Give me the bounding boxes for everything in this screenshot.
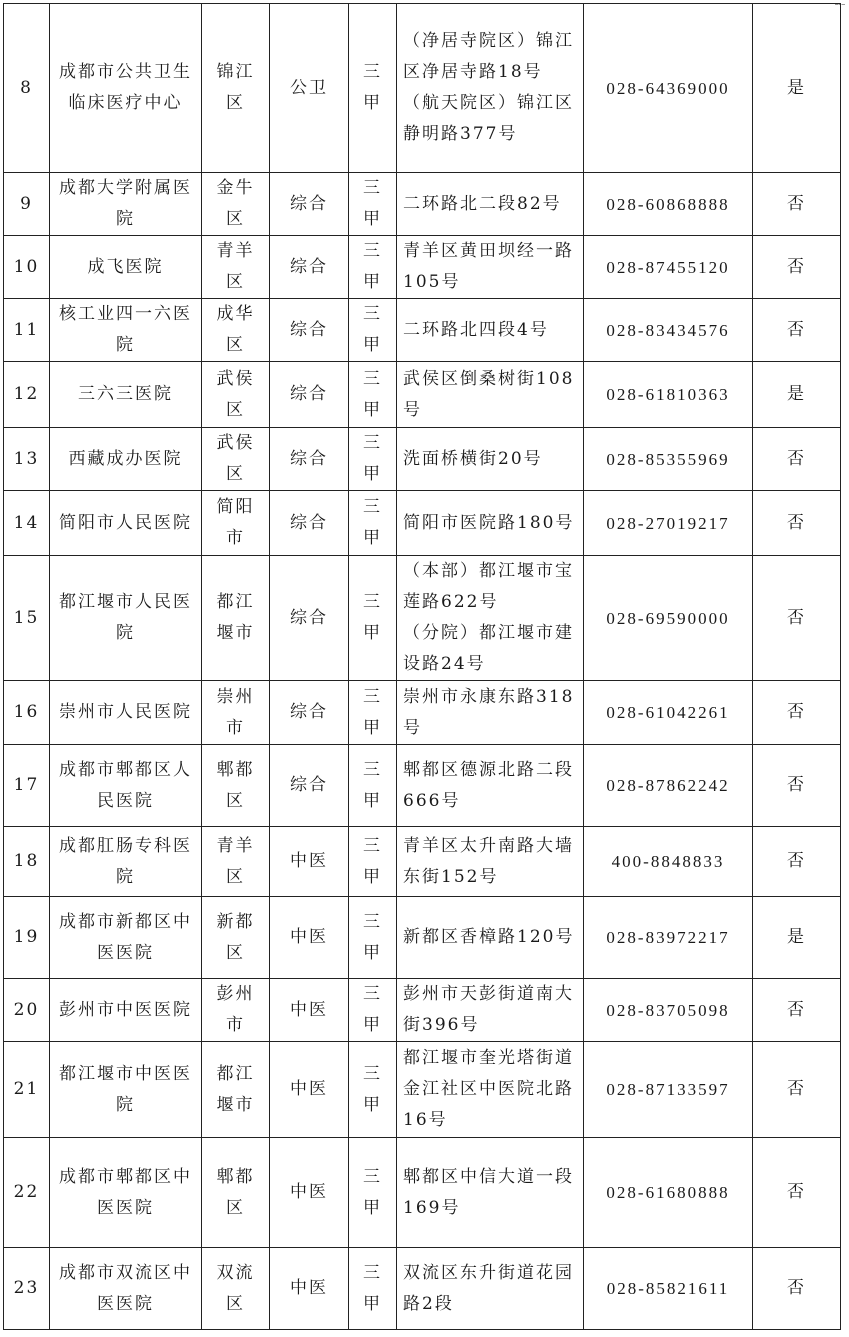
row-number-text: 10 <box>13 256 40 277</box>
phone-number <box>584 1248 753 1330</box>
row-number <box>4 428 50 491</box>
address-text: 双流区东升街道花园路2段 <box>403 1262 574 1314</box>
hospital-name <box>50 428 202 491</box>
hospital-level <box>349 979 397 1042</box>
address-text: 青羊区太升南路大墙东街152号 <box>403 835 574 887</box>
phone-number <box>584 491 753 556</box>
hospital-level-text: 三甲 <box>363 241 382 292</box>
hospital-type-text: 综合 <box>290 775 328 795</box>
hospital-type <box>270 428 349 491</box>
hospital-type <box>270 236 349 299</box>
phone-number <box>584 299 753 362</box>
phone-number <box>584 1042 753 1138</box>
row-number <box>4 1138 50 1248</box>
hospital-type <box>270 173 349 236</box>
hospital-type <box>270 745 349 827</box>
row-number-text: 19 <box>13 927 40 947</box>
hospital-name-text: 简阳市人民医院 <box>59 512 192 533</box>
phone-number <box>584 1138 753 1248</box>
district-text: 锦江区 <box>216 62 255 113</box>
district <box>202 979 270 1042</box>
hospital-level <box>349 556 397 681</box>
district-text: 金牛区 <box>216 178 255 229</box>
address <box>397 173 584 236</box>
hospital-type <box>270 1248 349 1330</box>
hospital-type <box>270 1138 349 1248</box>
address <box>397 745 584 827</box>
hospital-name-text: 成都市公共卫生临床医疗中心 <box>59 62 192 113</box>
district-text: 青羊区 <box>216 835 255 887</box>
district <box>202 173 270 236</box>
district-text: 郫都区 <box>216 1166 255 1218</box>
district-text: 崇州市 <box>216 686 255 738</box>
hospital-type <box>270 897 349 979</box>
designated-flag <box>753 428 841 491</box>
table-row <box>4 897 841 979</box>
designated-flag <box>753 1138 841 1248</box>
phone-number-text: 028-87133597 <box>606 1080 730 1099</box>
row-number-text: 22 <box>13 1182 40 1202</box>
phone-number <box>584 745 753 827</box>
district <box>202 556 270 681</box>
row-number <box>4 556 50 681</box>
hospital-level-text: 三甲 <box>363 911 382 963</box>
row-number-text: 12 <box>13 384 40 404</box>
phone-number-text: 028-61810363 <box>606 385 730 404</box>
designated-flag <box>753 4 841 173</box>
hospital-name <box>50 236 202 299</box>
hospital-name-text: 崇州市人民医院 <box>59 702 192 722</box>
row-number-text: 18 <box>13 851 40 871</box>
designated-flag-text: 否 <box>787 1079 806 1099</box>
table-row <box>4 491 841 556</box>
address-text: 崇州市永康东路318号 <box>403 686 575 738</box>
hospital-level <box>349 745 397 827</box>
hospital-type <box>270 827 349 897</box>
designated-flag-text: 是 <box>787 927 806 947</box>
phone-number <box>584 236 753 299</box>
hospital-name-text: 成都市双流区中医医院 <box>59 1262 192 1314</box>
phone-number-text: 028-85355969 <box>606 449 730 469</box>
hospital-type-text: 中医 <box>290 851 328 871</box>
hospital-type-text: 综合 <box>290 607 328 628</box>
phone-number-text: 028-83434576 <box>606 320 730 340</box>
hospital-name <box>50 745 202 827</box>
phone-number <box>584 428 753 491</box>
designated-flag <box>753 745 841 827</box>
hospital-name <box>50 362 202 428</box>
hospital-type-text: 综合 <box>290 256 328 277</box>
hospital-table <box>3 3 841 1330</box>
table-row <box>4 1248 841 1330</box>
table-row <box>4 745 841 827</box>
table-body <box>4 4 841 1330</box>
hospital-type <box>270 362 349 428</box>
hospital-level-text: 三甲 <box>363 835 382 887</box>
designated-flag <box>753 827 841 897</box>
district-text: 简阳市 <box>216 497 255 548</box>
district <box>202 1248 270 1330</box>
hospital-level <box>349 1042 397 1138</box>
hospital-name-text: 核工业四一六医院 <box>59 304 192 355</box>
row-number-text: 21 <box>13 1079 40 1099</box>
phone-number-text: 028-87455120 <box>606 257 730 277</box>
phone-number-text: 028-61680888 <box>606 1183 730 1202</box>
row-number <box>4 745 50 827</box>
address-text: 郫都区中信大道一段169号 <box>403 1166 574 1218</box>
hospital-name <box>50 1248 202 1330</box>
row-number-text: 9 <box>20 193 33 214</box>
row-number-text: 20 <box>13 999 40 1020</box>
district-text: 武侯区 <box>216 368 255 420</box>
address-text: 新都区香樟路120号 <box>403 927 575 947</box>
designated-flag-text: 否 <box>787 775 806 795</box>
hospital-level <box>349 362 397 428</box>
phone-number-text: 028-60868888 <box>606 194 730 214</box>
hospital-level <box>349 428 397 491</box>
hospital-level-text: 三甲 <box>363 759 382 811</box>
hospital-name <box>50 1138 202 1248</box>
hospital-name <box>50 681 202 745</box>
designated-flag <box>753 1248 841 1330</box>
hospital-type-text: 中医 <box>290 1079 328 1099</box>
address <box>397 362 584 428</box>
district-text: 新都区 <box>216 911 255 963</box>
address <box>397 4 584 173</box>
phone-number <box>584 827 753 897</box>
phone-number-text: 028-83705098 <box>606 1000 730 1020</box>
hospital-name <box>50 556 202 681</box>
hospital-level-text: 三甲 <box>363 368 382 420</box>
address <box>397 681 584 745</box>
phone-number <box>584 979 753 1042</box>
designated-flag <box>753 236 841 299</box>
hospital-level-text: 三甲 <box>363 304 382 355</box>
designated-flag-text: 否 <box>787 851 806 871</box>
hospital-type-text: 中医 <box>290 1278 328 1298</box>
hospital-level <box>349 1138 397 1248</box>
hospital-level-text: 三甲 <box>363 178 382 229</box>
row-number-text: 13 <box>13 448 40 469</box>
hospital-name-text: 西藏成办医院 <box>68 448 183 469</box>
hospital-level <box>349 299 397 362</box>
district <box>202 827 270 897</box>
district <box>202 491 270 556</box>
row-number <box>4 491 50 556</box>
hospital-type-text: 综合 <box>290 448 328 469</box>
hospital-type-text: 综合 <box>290 319 328 340</box>
phone-number-text: 028-64369000 <box>606 78 730 98</box>
phone-number <box>584 897 753 979</box>
address <box>397 1248 584 1330</box>
hospital-level <box>349 681 397 745</box>
address <box>397 1138 584 1248</box>
designated-flag-text: 否 <box>787 193 806 214</box>
phone-number-text: 028-85821611 <box>606 1279 730 1298</box>
address-text: 简阳市医院路180号 <box>403 512 575 533</box>
district <box>202 236 270 299</box>
table-row <box>4 428 841 491</box>
address-text: 郫都区德源北路二段666号 <box>403 759 574 811</box>
hospital-type-text: 综合 <box>290 512 328 533</box>
address-text: （分院）都江堰市建设路24号 <box>403 623 574 674</box>
hospital-name-text: 成都肛肠专科医院 <box>59 835 192 887</box>
row-number <box>4 827 50 897</box>
table-row <box>4 4 841 173</box>
address <box>397 236 584 299</box>
hospital-level <box>349 236 397 299</box>
designated-flag-text: 否 <box>787 1278 806 1298</box>
table-row <box>4 1042 841 1138</box>
phone-number-text: 400-8848833 <box>611 852 725 871</box>
designated-flag-text: 否 <box>787 512 806 533</box>
phone-number-text: 028-27019217 <box>606 513 730 533</box>
designated-flag-text: 否 <box>787 256 806 277</box>
address-text: 武侯区倒桑树街108号 <box>403 368 575 420</box>
table-row <box>4 1138 841 1248</box>
hospital-level-text: 三甲 <box>363 1063 382 1115</box>
designated-flag <box>753 681 841 745</box>
phone-number <box>584 362 753 428</box>
row-number-text: 17 <box>13 775 40 795</box>
district-text: 都江堰市 <box>216 1063 255 1115</box>
address-text: 二环路北四段4号 <box>403 319 549 340</box>
table-row <box>4 362 841 428</box>
hospital-name <box>50 897 202 979</box>
address-text: （航天院区）锦江区静明路377号 <box>403 93 574 144</box>
row-number <box>4 362 50 428</box>
district <box>202 1138 270 1248</box>
row-number <box>4 979 50 1042</box>
hospital-name <box>50 979 202 1042</box>
designated-flag <box>753 299 841 362</box>
table-row <box>4 173 841 236</box>
hospital-name-text: 都江堰市中医医院 <box>59 1063 192 1115</box>
row-number <box>4 236 50 299</box>
address-text: 彭州市天彭街道南大街396号 <box>403 984 574 1035</box>
designated-flag-text: 否 <box>787 607 806 628</box>
hospital-level-text: 三甲 <box>363 686 382 738</box>
designated-flag-text: 是 <box>787 384 806 404</box>
address <box>397 979 584 1042</box>
row-number <box>4 299 50 362</box>
hospital-type <box>270 299 349 362</box>
phone-number <box>584 4 753 173</box>
district-text: 青羊区 <box>216 241 255 292</box>
hospital-name <box>50 4 202 173</box>
hospital-level-text: 三甲 <box>363 1262 382 1314</box>
designated-flag-text: 否 <box>787 702 806 722</box>
address-text: 都江堰市奎光塔街道金江社区中医院北路16号 <box>403 1048 574 1130</box>
hospital-name-text: 成都市新都区中医医院 <box>59 911 192 963</box>
hospital-level <box>349 491 397 556</box>
phone-number <box>584 681 753 745</box>
district <box>202 681 270 745</box>
row-number-text: 16 <box>13 702 40 722</box>
address-text: 洗面桥横街20号 <box>403 448 543 469</box>
designated-flag-text: 否 <box>787 319 806 340</box>
hospital-name <box>50 827 202 897</box>
hospital-name <box>50 491 202 556</box>
hospital-level-text: 三甲 <box>363 62 382 113</box>
district <box>202 1042 270 1138</box>
hospital-name-text: 成都大学附属医院 <box>59 178 192 229</box>
hospital-name-text: 成飞医院 <box>87 256 164 277</box>
hospital-level-text: 三甲 <box>363 497 382 548</box>
hospital-name-text: 都江堰市人民医院 <box>59 592 192 643</box>
hospital-type-text: 中医 <box>290 1182 328 1202</box>
row-number-text: 15 <box>13 607 40 628</box>
address-text: 青羊区黄田坝经一路105号 <box>403 241 574 292</box>
hospital-name <box>50 299 202 362</box>
row-number <box>4 681 50 745</box>
hospital-type <box>270 681 349 745</box>
hospital-type <box>270 979 349 1042</box>
hospital-type-text: 公卫 <box>290 77 328 98</box>
phone-number-text: 028-87862242 <box>606 776 730 795</box>
hospital-level <box>349 897 397 979</box>
hospital-type <box>270 1042 349 1138</box>
designated-flag <box>753 362 841 428</box>
address <box>397 428 584 491</box>
row-number <box>4 4 50 173</box>
hospital-level-text: 三甲 <box>363 1166 382 1218</box>
hospital-type-text: 综合 <box>290 193 328 214</box>
hospital-level <box>349 4 397 173</box>
address <box>397 556 584 681</box>
row-number-text: 14 <box>13 512 40 533</box>
district <box>202 299 270 362</box>
hospital-type-text: 综合 <box>290 702 328 722</box>
district <box>202 4 270 173</box>
hospital-name-text: 彭州市中医医院 <box>59 999 192 1020</box>
designated-flag-text: 是 <box>787 77 806 98</box>
table-row <box>4 299 841 362</box>
hospital-level <box>349 827 397 897</box>
hospital-name-text: 成都市郫都区人民医院 <box>59 759 192 811</box>
address <box>397 299 584 362</box>
hospital-level-text: 三甲 <box>363 433 382 484</box>
designated-flag-text: 否 <box>787 448 806 469</box>
table-row <box>4 681 841 745</box>
row-number <box>4 897 50 979</box>
hospital-name-text: 三六三医院 <box>78 384 173 404</box>
address-text: （本部）都江堰市宝莲路622号 <box>403 561 574 612</box>
phone-number <box>584 173 753 236</box>
row-number-text: 11 <box>13 319 40 340</box>
designated-flag <box>753 491 841 556</box>
table-row <box>4 236 841 299</box>
district-text: 双流区 <box>216 1262 255 1314</box>
hospital-name <box>50 1042 202 1138</box>
designated-flag <box>753 979 841 1042</box>
row-number <box>4 1042 50 1138</box>
address <box>397 897 584 979</box>
hospital-level <box>349 1248 397 1330</box>
hospital-level-text: 三甲 <box>363 592 382 643</box>
address <box>397 827 584 897</box>
district <box>202 428 270 491</box>
hospital-level <box>349 173 397 236</box>
district <box>202 745 270 827</box>
designated-flag-text: 否 <box>787 999 806 1020</box>
hospital-type <box>270 491 349 556</box>
district-text: 彭州市 <box>216 984 255 1035</box>
address-text: 二环路北二段82号 <box>403 193 562 214</box>
hospital-type <box>270 556 349 681</box>
designated-flag-text: 否 <box>787 1182 806 1202</box>
phone-number-text: 028-69590000 <box>606 608 730 628</box>
district-text: 武侯区 <box>216 433 255 484</box>
address <box>397 1042 584 1138</box>
row-number <box>4 1248 50 1330</box>
row-number-text: 8 <box>20 77 33 98</box>
hospital-level-text: 三甲 <box>363 984 382 1035</box>
table-row <box>4 979 841 1042</box>
district-text: 郫都区 <box>216 759 255 811</box>
designated-flag <box>753 1042 841 1138</box>
district <box>202 897 270 979</box>
hospital-type <box>270 4 349 173</box>
phone-number-text: 028-61042261 <box>606 703 730 722</box>
designated-flag <box>753 556 841 681</box>
hospital-name <box>50 173 202 236</box>
phone-number <box>584 556 753 681</box>
hospital-type-text: 综合 <box>290 384 328 404</box>
district-text: 都江堰市 <box>216 592 255 643</box>
table-row <box>4 556 841 681</box>
district-text: 成华区 <box>216 304 255 355</box>
designated-flag <box>753 897 841 979</box>
hospital-name-text: 成都市郫都区中医医院 <box>59 1166 192 1218</box>
designated-flag <box>753 173 841 236</box>
hospital-type-text: 中医 <box>290 999 328 1020</box>
row-number-text: 23 <box>13 1278 40 1298</box>
phone-number-text: 028-83972217 <box>606 928 730 947</box>
address <box>397 491 584 556</box>
row-number <box>4 173 50 236</box>
district <box>202 362 270 428</box>
address-text: （净居寺院区）锦江区净居寺路18号 <box>403 31 574 82</box>
table-row <box>4 827 841 897</box>
hospital-type-text: 中医 <box>290 927 328 947</box>
